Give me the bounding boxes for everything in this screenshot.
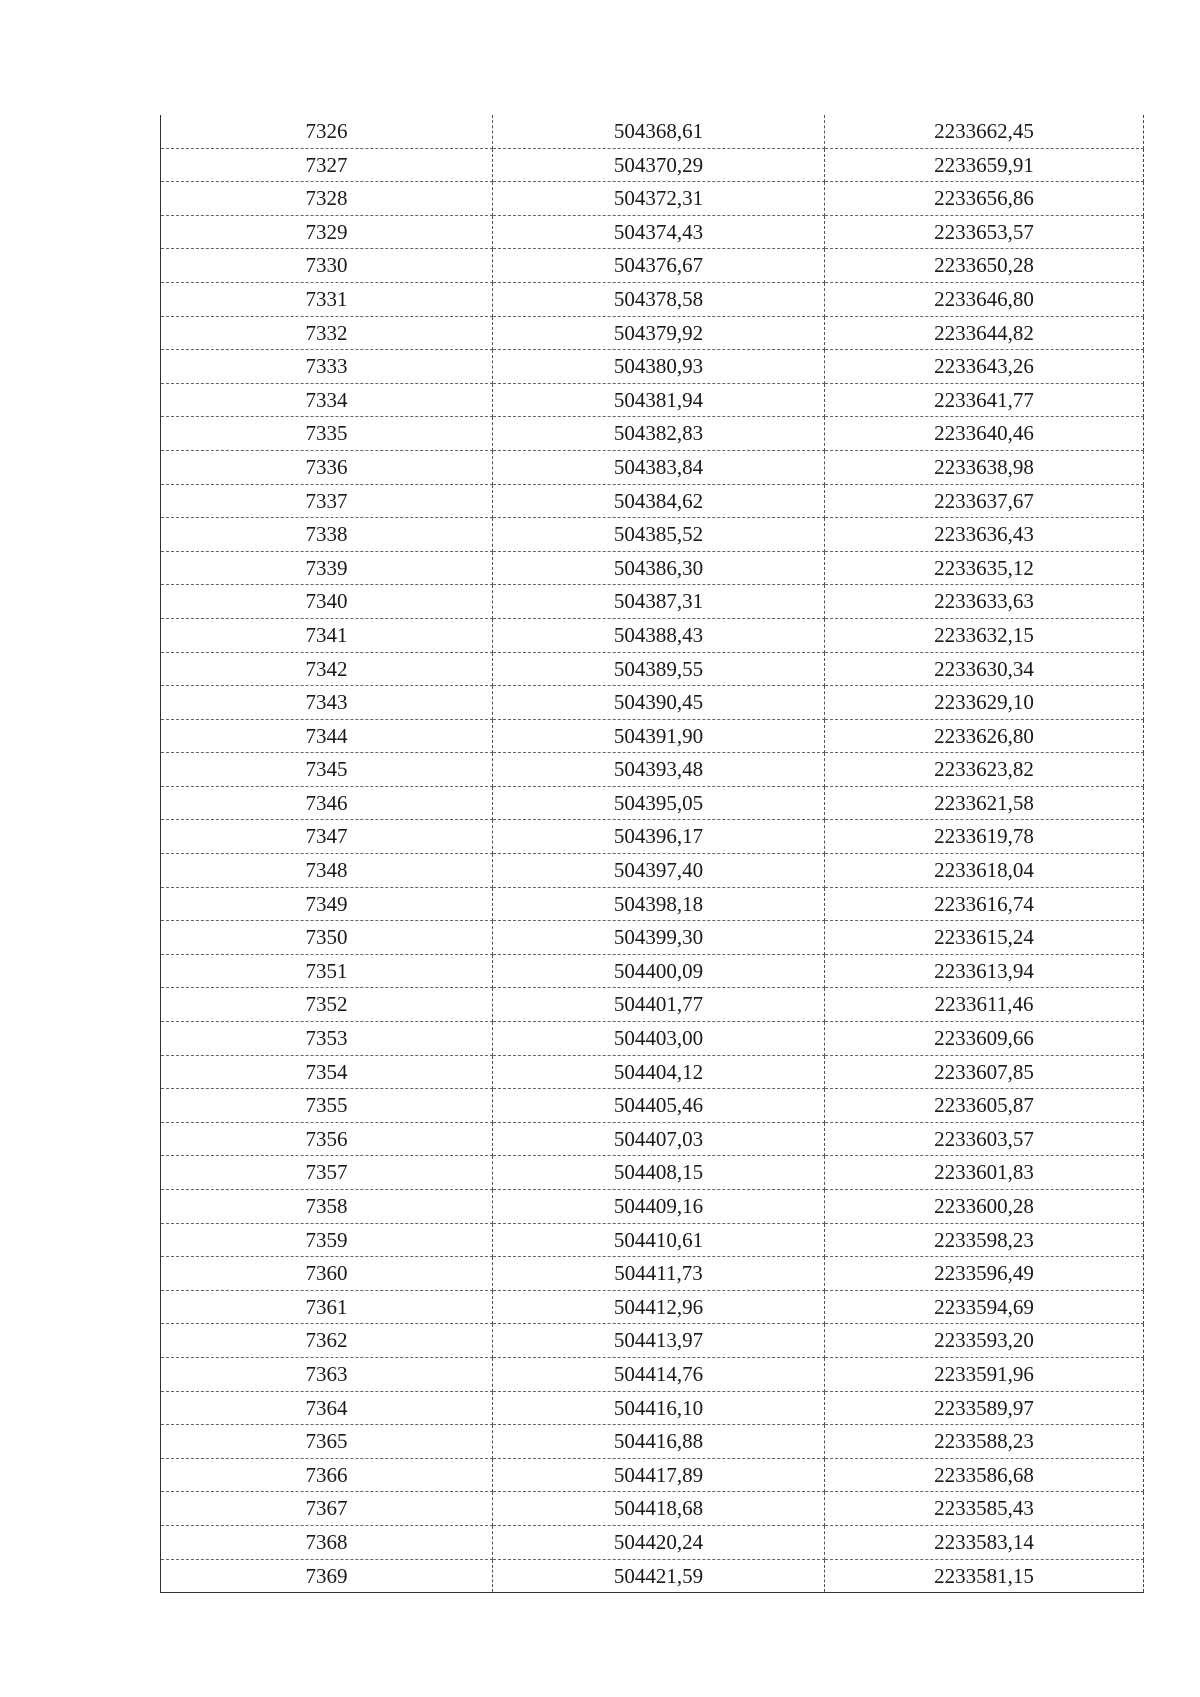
table-row [161, 618, 1144, 652]
table-row [161, 1290, 1144, 1324]
y-coordinate-cell: 2233607,85 [825, 1055, 1144, 1089]
point-number-cell: 7352 [161, 988, 493, 1022]
y-coordinate-cell: 2233585,43 [825, 1492, 1144, 1526]
x-coordinate-cell: 504393,48 [493, 753, 825, 787]
point-number-cell: 7342 [161, 652, 493, 686]
table-row [161, 1190, 1144, 1224]
point-number-cell: 7327 [161, 148, 493, 182]
point-number-cell: 7329 [161, 215, 493, 249]
table-row [161, 383, 1144, 417]
point-number-cell: 7361 [161, 1290, 493, 1324]
table-row [161, 954, 1144, 988]
y-coordinate-cell: 2233613,94 [825, 954, 1144, 988]
y-coordinate-cell: 2233626,80 [825, 719, 1144, 753]
y-coordinate-cell: 2233594,69 [825, 1290, 1144, 1324]
y-coordinate-cell: 2233662,45 [825, 115, 1144, 148]
x-coordinate-cell: 504385,52 [493, 518, 825, 552]
y-coordinate-cell: 2233603,57 [825, 1122, 1144, 1156]
point-number-cell: 7330 [161, 249, 493, 283]
point-number-cell: 7360 [161, 1257, 493, 1291]
y-coordinate-cell: 2233615,24 [825, 921, 1144, 955]
y-coordinate-cell: 2233656,86 [825, 182, 1144, 216]
x-coordinate-cell: 504399,30 [493, 921, 825, 955]
table-row [161, 753, 1144, 787]
table-row [161, 148, 1144, 182]
coordinates-table-body [161, 115, 1144, 1593]
x-coordinate-cell: 504396,17 [493, 820, 825, 854]
x-coordinate-cell: 504418,68 [493, 1492, 825, 1526]
point-number-cell: 7332 [161, 316, 493, 350]
x-coordinate-cell: 504389,55 [493, 652, 825, 686]
table-row [161, 316, 1144, 350]
x-coordinate-cell: 504395,05 [493, 786, 825, 820]
x-coordinate-cell: 504416,10 [493, 1391, 825, 1425]
point-number-cell: 7350 [161, 921, 493, 955]
table-row [161, 1122, 1144, 1156]
y-coordinate-cell: 2233637,67 [825, 484, 1144, 518]
y-coordinate-cell: 2233588,23 [825, 1425, 1144, 1459]
x-coordinate-cell: 504405,46 [493, 1089, 825, 1123]
point-number-cell: 7333 [161, 350, 493, 384]
x-coordinate-cell: 504409,16 [493, 1190, 825, 1224]
point-number-cell: 7335 [161, 417, 493, 451]
x-coordinate-cell: 504398,18 [493, 887, 825, 921]
x-coordinate-cell: 504370,29 [493, 148, 825, 182]
point-number-cell: 7328 [161, 182, 493, 216]
table-row [161, 484, 1144, 518]
point-number-cell: 7367 [161, 1492, 493, 1526]
y-coordinate-cell: 2233635,12 [825, 551, 1144, 585]
table-row [161, 1458, 1144, 1492]
x-coordinate-cell: 504390,45 [493, 686, 825, 720]
point-number-cell: 7368 [161, 1525, 493, 1559]
point-number-cell: 7359 [161, 1223, 493, 1257]
point-number-cell: 7362 [161, 1324, 493, 1358]
table-row [161, 282, 1144, 316]
table-row [161, 1425, 1144, 1459]
table-row [161, 887, 1144, 921]
y-coordinate-cell: 2233586,68 [825, 1458, 1144, 1492]
y-coordinate-cell: 2233611,46 [825, 988, 1144, 1022]
point-number-cell: 7366 [161, 1458, 493, 1492]
table-row [161, 215, 1144, 249]
y-coordinate-cell: 2233632,15 [825, 618, 1144, 652]
x-coordinate-cell: 504417,89 [493, 1458, 825, 1492]
y-coordinate-cell: 2233650,28 [825, 249, 1144, 283]
point-number-cell: 7357 [161, 1156, 493, 1190]
y-coordinate-cell: 2233581,15 [825, 1559, 1144, 1593]
x-coordinate-cell: 504372,31 [493, 182, 825, 216]
y-coordinate-cell: 2233601,83 [825, 1156, 1144, 1190]
x-coordinate-cell: 504381,94 [493, 383, 825, 417]
x-coordinate-cell: 504411,73 [493, 1257, 825, 1291]
y-coordinate-cell: 2233591,96 [825, 1357, 1144, 1391]
point-number-cell: 7340 [161, 585, 493, 619]
y-coordinate-cell: 2233619,78 [825, 820, 1144, 854]
point-number-cell: 7345 [161, 753, 493, 787]
x-coordinate-cell: 504380,93 [493, 350, 825, 384]
table-row [161, 1089, 1144, 1123]
x-coordinate-cell: 504414,76 [493, 1357, 825, 1391]
table-row [161, 518, 1144, 552]
y-coordinate-cell: 2233583,14 [825, 1525, 1144, 1559]
table-row [161, 450, 1144, 484]
table-row [161, 686, 1144, 720]
x-coordinate-cell: 504400,09 [493, 954, 825, 988]
x-coordinate-cell: 504420,24 [493, 1525, 825, 1559]
table-row [161, 854, 1144, 888]
y-coordinate-cell: 2233644,82 [825, 316, 1144, 350]
y-coordinate-cell: 2233593,20 [825, 1324, 1144, 1358]
x-coordinate-cell: 504378,58 [493, 282, 825, 316]
point-number-cell: 7347 [161, 820, 493, 854]
point-number-cell: 7356 [161, 1122, 493, 1156]
x-coordinate-cell: 504384,62 [493, 484, 825, 518]
x-coordinate-cell: 504382,83 [493, 417, 825, 451]
point-number-cell: 7344 [161, 719, 493, 753]
point-number-cell: 7331 [161, 282, 493, 316]
table-row [161, 1324, 1144, 1358]
table-row [161, 1559, 1144, 1593]
y-coordinate-cell: 2233623,82 [825, 753, 1144, 787]
table-row [161, 1055, 1144, 1089]
y-coordinate-cell: 2233609,66 [825, 1022, 1144, 1056]
table-row [161, 652, 1144, 686]
table-row [161, 551, 1144, 585]
x-coordinate-cell: 504404,12 [493, 1055, 825, 1089]
coordinates-page [160, 115, 1143, 1593]
table-row [161, 1391, 1144, 1425]
point-number-cell: 7354 [161, 1055, 493, 1089]
x-coordinate-cell: 504376,67 [493, 249, 825, 283]
x-coordinate-cell: 504412,96 [493, 1290, 825, 1324]
table-row [161, 719, 1144, 753]
y-coordinate-cell: 2233618,04 [825, 854, 1144, 888]
point-number-cell: 7349 [161, 887, 493, 921]
point-number-cell: 7351 [161, 954, 493, 988]
point-number-cell: 7336 [161, 450, 493, 484]
table-row [161, 182, 1144, 216]
x-coordinate-cell: 504403,00 [493, 1022, 825, 1056]
coordinates-table [160, 115, 1144, 1593]
point-number-cell: 7369 [161, 1559, 493, 1593]
point-number-cell: 7363 [161, 1357, 493, 1391]
point-number-cell: 7343 [161, 686, 493, 720]
point-number-cell: 7348 [161, 854, 493, 888]
y-coordinate-cell: 2233643,26 [825, 350, 1144, 384]
table-row [161, 820, 1144, 854]
y-coordinate-cell: 2233629,10 [825, 686, 1144, 720]
y-coordinate-cell: 2233646,80 [825, 282, 1144, 316]
point-number-cell: 7326 [161, 115, 493, 148]
table-row [161, 417, 1144, 451]
point-number-cell: 7355 [161, 1089, 493, 1123]
y-coordinate-cell: 2233616,74 [825, 887, 1144, 921]
table-row [161, 350, 1144, 384]
y-coordinate-cell: 2233598,23 [825, 1223, 1144, 1257]
table-row [161, 1525, 1144, 1559]
table-row [161, 1257, 1144, 1291]
x-coordinate-cell: 504383,84 [493, 450, 825, 484]
point-number-cell: 7341 [161, 618, 493, 652]
table-row [161, 1022, 1144, 1056]
y-coordinate-cell: 2233659,91 [825, 148, 1144, 182]
point-number-cell: 7353 [161, 1022, 493, 1056]
x-coordinate-cell: 504397,40 [493, 854, 825, 888]
point-number-cell: 7339 [161, 551, 493, 585]
point-number-cell: 7338 [161, 518, 493, 552]
table-row [161, 1357, 1144, 1391]
y-coordinate-cell: 2233636,43 [825, 518, 1144, 552]
point-number-cell: 7365 [161, 1425, 493, 1459]
table-row [161, 921, 1144, 955]
x-coordinate-cell: 504407,03 [493, 1122, 825, 1156]
table-row [161, 585, 1144, 619]
x-coordinate-cell: 504388,43 [493, 618, 825, 652]
point-number-cell: 7358 [161, 1190, 493, 1224]
table-row [161, 988, 1144, 1022]
point-number-cell: 7337 [161, 484, 493, 518]
x-coordinate-cell: 504386,30 [493, 551, 825, 585]
y-coordinate-cell: 2233605,87 [825, 1089, 1144, 1123]
y-coordinate-cell: 2233633,63 [825, 585, 1144, 619]
y-coordinate-cell: 2233638,98 [825, 450, 1144, 484]
table-row [161, 115, 1144, 148]
y-coordinate-cell: 2233596,49 [825, 1257, 1144, 1291]
y-coordinate-cell: 2233621,58 [825, 786, 1144, 820]
x-coordinate-cell: 504413,97 [493, 1324, 825, 1358]
y-coordinate-cell: 2233653,57 [825, 215, 1144, 249]
x-coordinate-cell: 504401,77 [493, 988, 825, 1022]
point-number-cell: 7346 [161, 786, 493, 820]
y-coordinate-cell: 2233589,97 [825, 1391, 1144, 1425]
y-coordinate-cell: 2233600,28 [825, 1190, 1144, 1224]
y-coordinate-cell: 2233640,46 [825, 417, 1144, 451]
x-coordinate-cell: 504368,61 [493, 115, 825, 148]
table-row [161, 1156, 1144, 1190]
x-coordinate-cell: 504391,90 [493, 719, 825, 753]
x-coordinate-cell: 504410,61 [493, 1223, 825, 1257]
x-coordinate-cell: 504416,88 [493, 1425, 825, 1459]
table-row [161, 786, 1144, 820]
point-number-cell: 7364 [161, 1391, 493, 1425]
table-row [161, 1492, 1144, 1526]
x-coordinate-cell: 504379,92 [493, 316, 825, 350]
x-coordinate-cell: 504421,59 [493, 1559, 825, 1593]
table-row [161, 1223, 1144, 1257]
y-coordinate-cell: 2233630,34 [825, 652, 1144, 686]
y-coordinate-cell: 2233641,77 [825, 383, 1144, 417]
x-coordinate-cell: 504387,31 [493, 585, 825, 619]
x-coordinate-cell: 504374,43 [493, 215, 825, 249]
x-coordinate-cell: 504408,15 [493, 1156, 825, 1190]
point-number-cell: 7334 [161, 383, 493, 417]
table-row [161, 249, 1144, 283]
